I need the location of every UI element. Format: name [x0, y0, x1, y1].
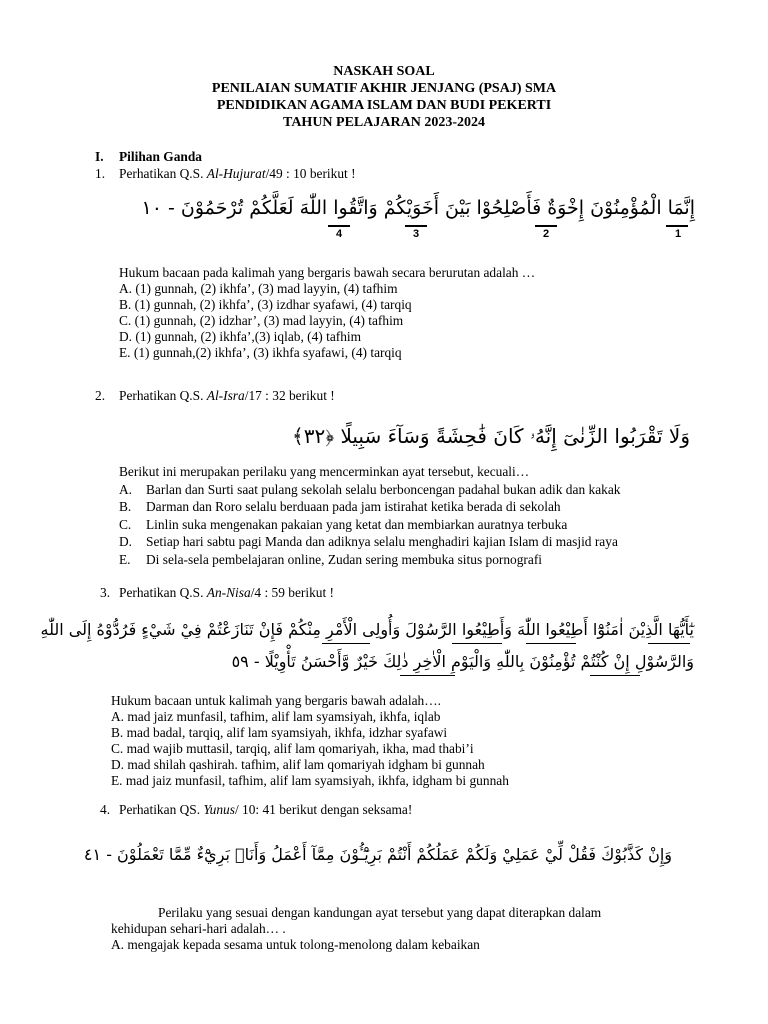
intro-prefix: Perhatikan Q.S. — [119, 166, 207, 181]
option-letter: A. — [119, 482, 133, 497]
marker-label: 3 — [413, 228, 420, 240]
underline-marker — [666, 225, 688, 227]
intro-prefix: Perhatikan Q.S. — [119, 388, 207, 403]
question-stem: Berikut ini merupakan perilaku yang mencerminkan ayat tersebut, kecuali… — [119, 464, 530, 479]
surah-name: Yunus — [203, 802, 235, 817]
question-number: 1. — [95, 166, 106, 181]
intro-prefix: Perhatikan Q.S. — [119, 585, 207, 600]
option-c[interactable]: C. mad wajib muttasil, tarqiq, alif lam qomariyah, ikha, mad thabi’i — [111, 741, 474, 756]
option-d[interactable] — [119, 534, 618, 551]
marker-label: 4 — [336, 228, 343, 240]
exam-name: PENILAIAN SUMATIF AKHIR JENJANG (PSAJ) SMA — [211, 81, 557, 96]
word-underline — [452, 643, 502, 644]
surah-name: Al-Isra — [206, 388, 245, 403]
option-d[interactable]: D. mad shilah qashirah. tafhim, alif lam qomariyah idgham bi gunnah — [111, 757, 485, 772]
question-number: 4. — [100, 802, 111, 817]
option-b[interactable] — [119, 499, 561, 516]
word-underline — [590, 675, 640, 676]
option-e[interactable]: E. (1) gunnah,(2) ikhfa’, (3) ikhfa syafawi, (4) tarqiq — [119, 345, 402, 360]
underline-marker — [535, 225, 557, 227]
intro-suffix: /4 : 59 berikut ! — [250, 585, 334, 600]
option-text: Setiap hari sabtu pagi Manda dan adiknya selalu menghadiri kajian Islam di masjid raya — [146, 534, 618, 549]
word-underline — [400, 675, 455, 676]
option-letter: C. — [119, 517, 132, 532]
subject-name: PENDIDIKAN AGAMA ISLAM DAN BUDI PEKERTI — [216, 98, 552, 113]
option-letter: D. — [119, 534, 133, 549]
question-number: 2. — [95, 388, 106, 403]
question-number: 3. — [100, 585, 111, 600]
underline-marker — [328, 225, 350, 227]
question-intro — [119, 802, 412, 819]
option-e[interactable]: E. mad jaiz munfasil, tafhim, alif lam syamsiyah, ikhfa, idgham bi gunnah — [111, 773, 509, 788]
ayah-text: يٰٓأَيُّهَا الَّذِيْنَ اٰمَنُوْٓا أَطِيْعُوا اللّٰهَ وَأَطِيْعُوا الرَّسُوْلَ وَأُولِى الْأَمْرِ مِنْكُمْ فَإِنْ تَنَازَعْتُمْ فِيْ شَيْءٍ فَرُدُّوْهُ إِلَى اللّٰهِ — [40, 620, 694, 639]
option-c[interactable]: C. (1) gunnah, (2) idzhar’, (3) mad layyin, (4) tafhim — [119, 313, 404, 328]
section-number: I. — [95, 149, 104, 164]
surah-name: Al-Hujurat — [206, 166, 266, 181]
word-underline — [322, 643, 370, 644]
option-text: Darman dan Roro selalu berduaan pada jam istirahat ketika berada di sekolah — [146, 499, 561, 514]
underline-marker — [405, 225, 427, 227]
intro-suffix: /49 : 10 berikut ! — [265, 166, 356, 181]
word-underline — [648, 643, 690, 644]
option-c[interactable] — [119, 517, 567, 534]
marker-label: 1 — [675, 228, 682, 240]
option-b[interactable]: B. mad badal, tarqiq, alif lam syamsiyah, ikhfa, idzhar syafawi — [111, 725, 448, 740]
intro-prefix: Perhatikan QS. — [119, 802, 204, 817]
word-underline — [526, 643, 576, 644]
option-a[interactable]: A. mengajak kepada sesama untuk tolong-menolong dalam kebaikan — [111, 937, 480, 952]
option-letter: E. — [119, 552, 131, 567]
question-intro — [119, 166, 356, 183]
question-stem: Hukum bacaan pada kalimah yang bergaris bawah secara berurutan adalah … — [119, 265, 536, 280]
ayah-text: وَالرَّسُوْلِ إِنْ كُنْتُمْ تُؤْمِنُوْنَ بِاللّٰهِ وَالْيَوْمِ الْاٰخِرِ ذٰلِكَ خَيْرٌ وَّأَحْسَنُ تَأْوِيْلًا - ٥٩ — [231, 652, 694, 671]
option-e[interactable] — [119, 552, 542, 569]
intro-suffix: /17 : 32 berikut ! — [244, 388, 335, 403]
marker-label: 2 — [543, 228, 550, 240]
option-text: Di sela-sela pembelajaran online, Zudan sering membuka situs pornografi — [146, 552, 543, 567]
question-intro — [119, 388, 335, 405]
question-stem: Perilaku yang sesuai dengan kandungan ayat tersebut yang dapat diterapkan dalam — [158, 905, 602, 920]
option-d[interactable]: D. (1) gunnah, (2) ikhfa’,(3) iqlab, (4) tafhim — [119, 329, 362, 344]
option-a[interactable] — [119, 482, 620, 499]
section-title: Pilihan Ganda — [119, 149, 202, 164]
question-stem: Hukum bacaan untuk kalimah yang bergaris bawah adalah…. — [111, 693, 441, 708]
doc-title: NASKAH SOAL — [333, 64, 435, 79]
question-intro — [119, 585, 334, 602]
option-b[interactable]: B. (1) gunnah, (2) ikhfa’, (3) izdhar syafawi, (4) tarqiq — [119, 297, 412, 312]
surah-name: An-Nisa — [206, 585, 251, 600]
ayah-text: إِنَّمَا الْمُؤْمِنُوْنَ إِخْوَةٌ فَأَصْلِحُوْا بَيْنَ أَخَوَيْكُمْ وَاتَّقُوا اللّٰهَ لَعَلَّكُمْ تُرْحَمُوْنَ - ١٠ — [141, 197, 695, 219]
option-a[interactable]: A. mad jaiz munfasil, tafhim, alif lam syamsiyah, ikhfa, iqlab — [111, 709, 441, 724]
option-a[interactable]: A. (1) gunnah, (2) ikhfa’, (3) mad layyin, (4) tafhim — [119, 281, 398, 296]
question-stem: kehidupan sehari-hari adalah… . — [111, 921, 286, 936]
option-letter: B. — [119, 499, 132, 514]
ayah-text: وَلَا تَقْرَبُوا الزِّنٰىٓ إِنَّهُۥ كَانَ فَٰحِشَةً وَسَآءَ سَبِيلًا ﴿٣٢﴾ — [292, 424, 690, 448]
school-year: TAHUN PELAJARAN 2023-2024 — [283, 115, 485, 130]
option-text: Barlan dan Surti saat pulang sekolah selalu berboncengan padahal bukan adik dan kakak — [146, 482, 621, 497]
ayah-text: وَإِنْ كَذَّبُوْكَ فَقُلْ لِّيْ عَمَلِيْ وَلَكُمْ عَمَلُكُمْ أَنْتُمْ بَرِيْٓـُٔوْنَ مِمَّآ أَعْمَلُ وَأَنَا۠ بَرِيْٓءٌ مِّمَّا تَعْمَلُوْنَ - ٤١ — [83, 845, 672, 864]
option-text: Linlin suka mengenakan pakaian yang ketat dan membiarkan auratnya terbuka — [146, 517, 568, 532]
intro-suffix: / 10: 41 berikut dengan seksama! — [234, 802, 413, 817]
